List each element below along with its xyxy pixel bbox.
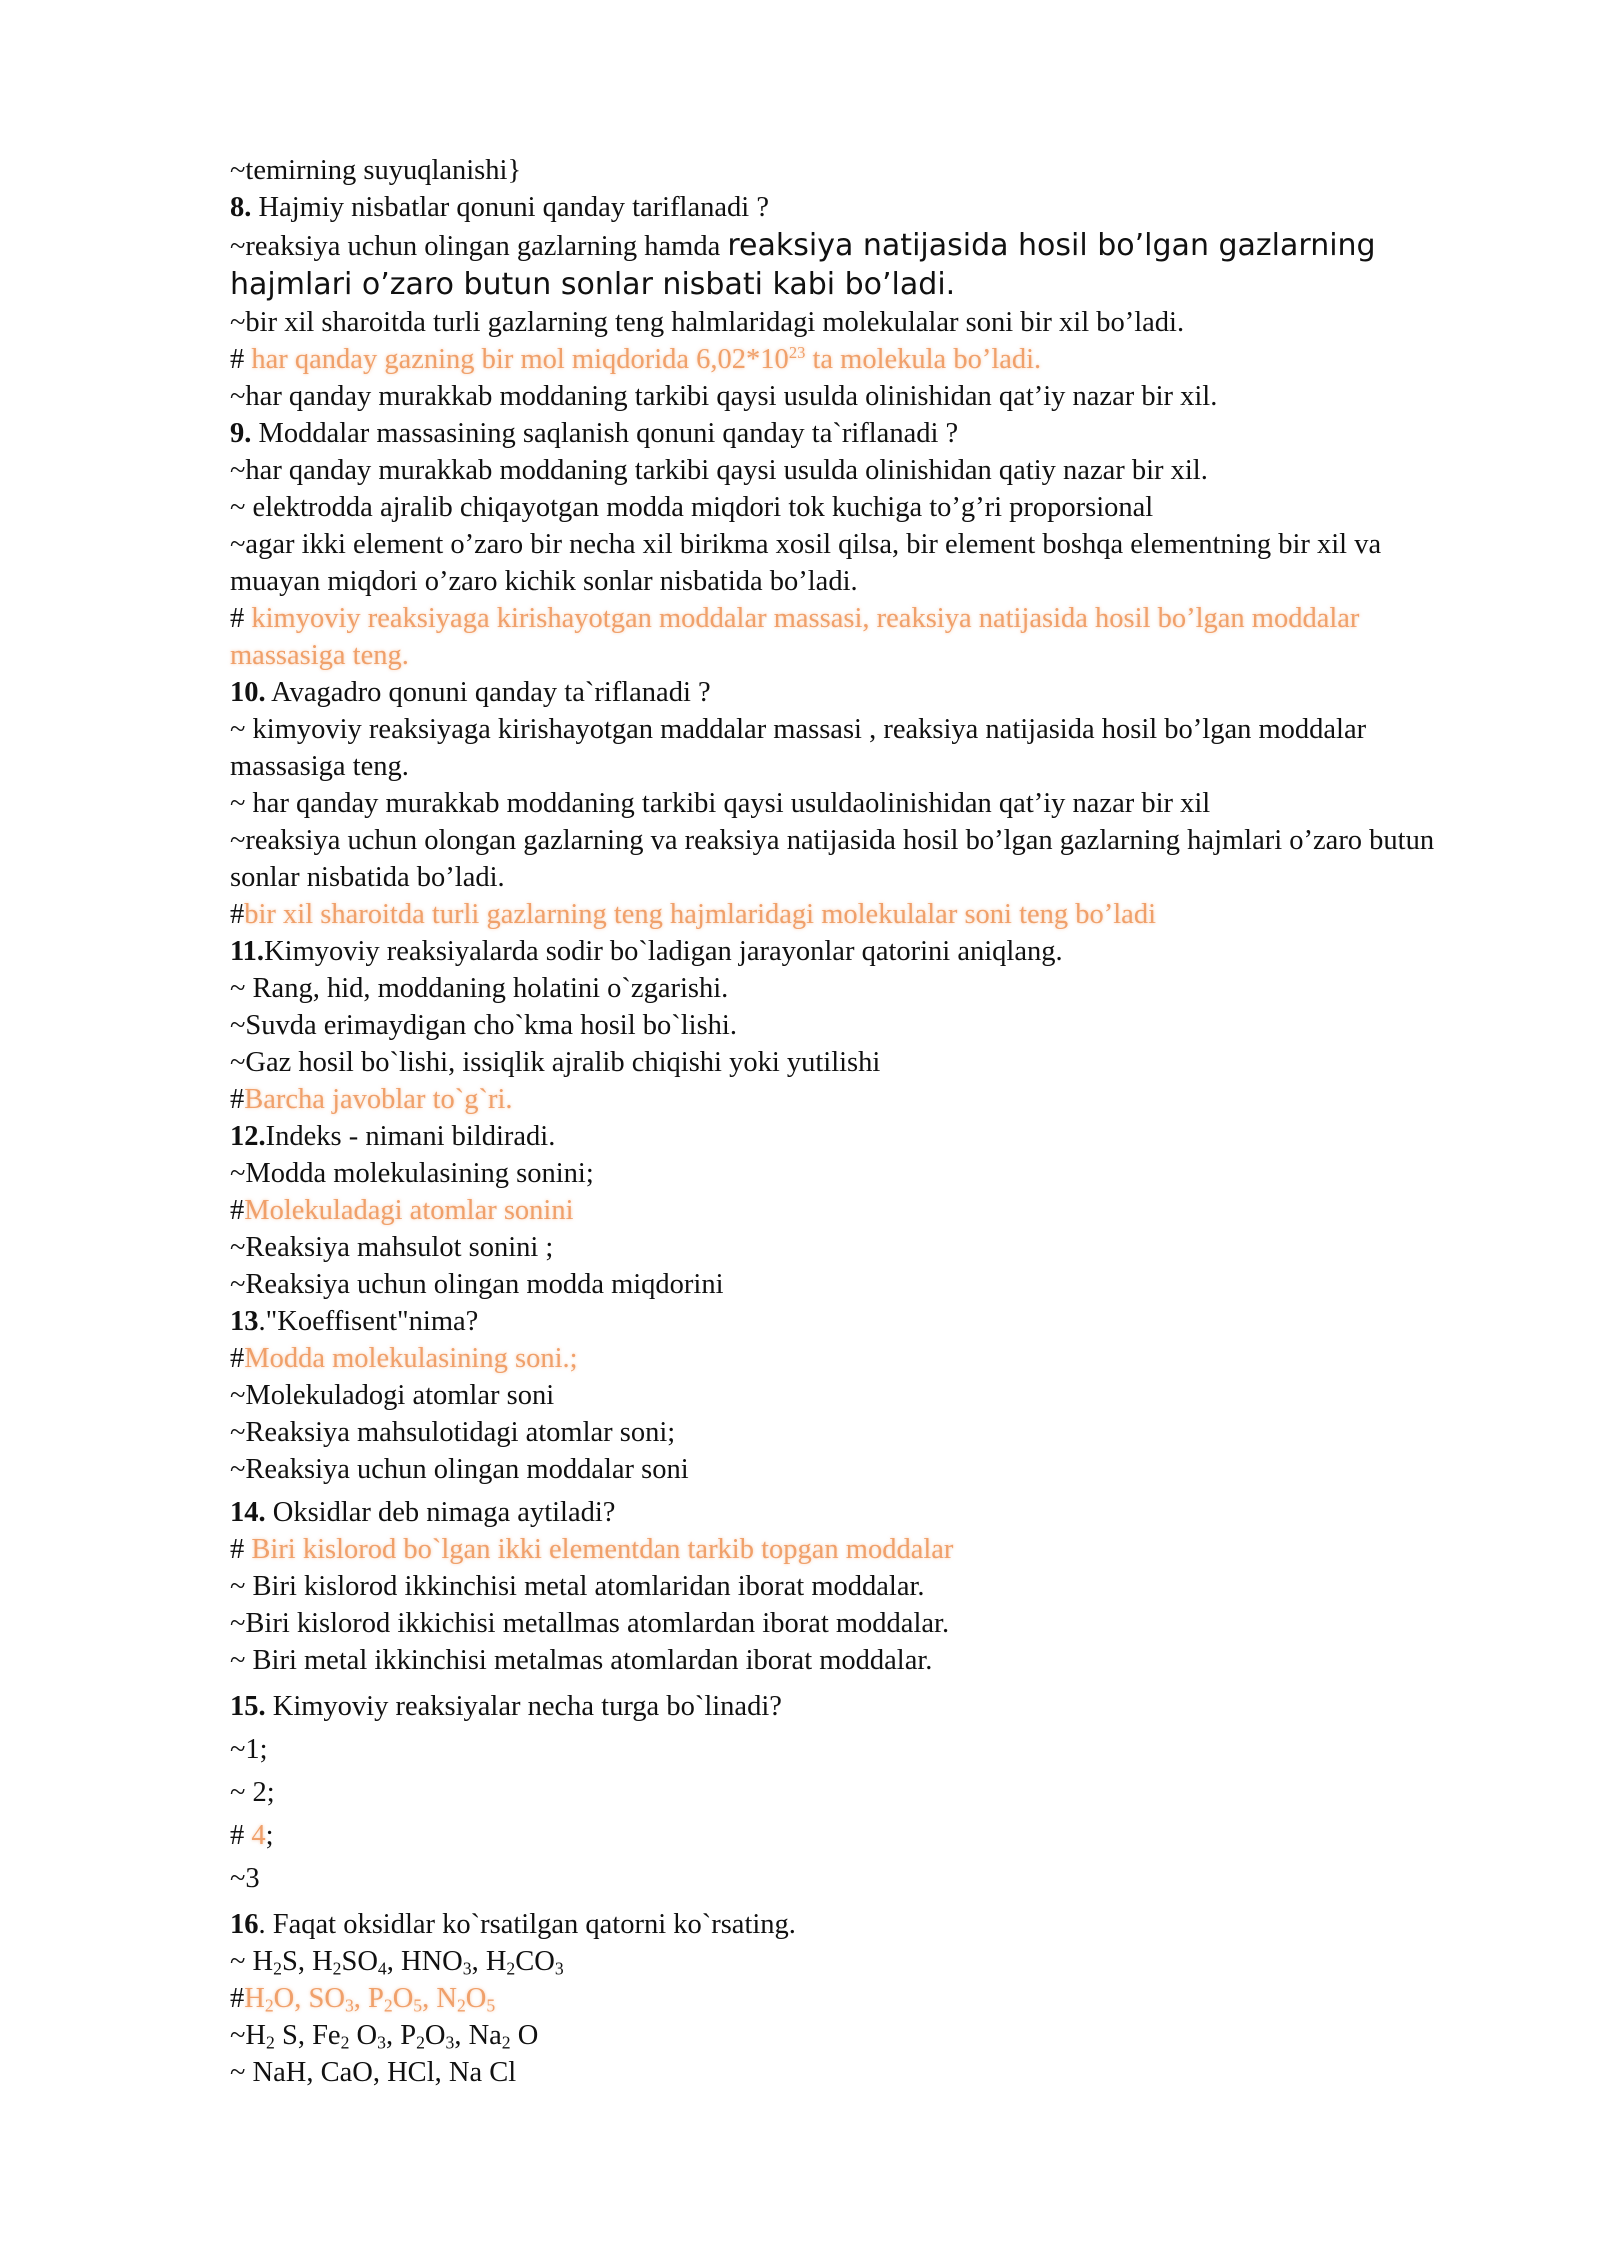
answer-option: ~Reaksiya uchun olingan modda miqdorini [230,1269,724,1300]
question-number: 15. [230,1691,266,1722]
correct-marker: # [230,1534,252,1565]
answer-option: ~Reaksiya mahsulot sonini ; [230,1232,554,1263]
correct-marker: # [230,1343,245,1374]
correct-answer [230,1817,1470,1854]
answer-text: ~reaksiya uchun olingan gazlarning hamda [230,231,728,262]
correct-marker: # [230,899,245,930]
correct-marker: # [230,603,252,634]
question-number: 12. [230,1121,266,1152]
correct-answer: $\#H_2O$, $SO_3$, $P_2O_5$, $N_2O_5$ [230,1983,496,2016]
answer-option: ~Molekuladogi atomlar soni [230,1380,555,1411]
answer-option: ~ $H_2S$, $H_2SO_4$, $HNO_3$, $H_2CO_3$ [230,1946,564,1979]
correct-answer-main: har qanday gazning bir mol miqdorida 6,02*10 [251,344,789,375]
question-text: . Faqat oksidlar ko`rsatilgan qatorni ko`rsating. [258,1909,796,1940]
answer-option: ~agar ikki element o’zaro bir necha xil birikma xosil qilsa, bir element boshqa elementning bir xil va muayan miqdori o’zaro kichik sonlar nisbatida bo’ladi. [230,529,1382,597]
correct-answer-text: Barcha javoblar to`g`ri. [244,1084,513,1115]
exponent: 23 [788,343,806,363]
answer-option: ~ Biri metal ikkinchisi metalmas atomlardan iborat moddalar. [230,1645,933,1676]
question-13 [230,1303,1470,1340]
text-line: ~temirning suyuqlanishi} [230,155,522,186]
correct-marker: # [230,1195,245,1226]
answer-option: ~har qanday murakkab moddaning tarkibi qaysi usulda olinishidan qatiy nazar bir xil. [230,455,1208,486]
question-15 [230,1688,1470,1725]
question-12 [230,1118,1470,1155]
question-text: Avagadro qonuni qanday ta`riflanadi ? [265,677,711,708]
answer-text-continued: reaksiya natijasida hosil bo’lgan gazlarning hajmlari o’zaro butun sonlar nisbati kabi bo’ladi. [230,228,1376,302]
correct-answer-text: bir xil sharoitda turli gazlarning teng hajmlaridagi molekulalar soni teng bo’ladi [244,899,1156,930]
correct-answer-text: Biri kislorod bo`lgan ikki elementdan tarkib topgan moddalar [251,1534,954,1565]
question-14 [230,1494,1470,1531]
answer-option: ~ 2; [230,1777,275,1808]
correct-answer-tail: ; [265,1820,274,1851]
question-text: Oksidlar deb nimaga aytiladi? [265,1497,616,1528]
document-body [230,152,1470,2091]
question-number: 9. [230,418,252,449]
answer-option: ~Gaz hosil bo`lishi, issiqlik ajralib chiqishi yoki yutilishi [230,1047,881,1078]
question-text: Kimyoviy reaksiyalar necha turga bo`linadi? [265,1691,782,1722]
answer-option: $\sim H_2$ S, $Fe_2$ $O_3$, $P_2O_3$, $Na_2$ O [230,2020,539,2053]
question-16 [230,1906,1470,1943]
correct-answer-text: kimyoviy reaksiyaga kirishayotgan moddalar massasi, reaksiya natijasida hosil bo’lgan moddalar massasiga teng. [230,603,1360,671]
correct-marker: # [230,1084,245,1115]
correct-answer [230,896,1470,933]
answer-option: ~3 [230,1863,260,1894]
correct-answer-text [251,344,1041,375]
question-number: 11. [230,936,265,967]
correct-answer [230,341,1470,378]
question-text: Moddalar massasining saqlanish qonuni qanday ta`riflanadi ? [251,418,959,449]
correct-marker: # [230,1820,252,1851]
correct-marker: # [230,344,252,375]
answer-option: ~har qanday murakkab moddaning tarkibi qaysi usulda olinishidan qat’iy nazar bir xil. [230,381,1218,412]
correct-answer [230,1531,1470,1568]
answer-option: ~bir xil sharoitda turli gazlarning teng halmlaridagi molekulalar soni bir xil bo’ladi. [230,307,1185,338]
question-number: 16 [230,1909,259,1940]
question-text: Hajmiy nisbatlar qonuni qanday tariflanadi ? [251,192,769,223]
question-text: Indeks - nimani bildiradi. [265,1121,556,1152]
answer-option: ~ elektrodda ajralib chiqayotgan modda miqdori tok kuchiga to’g’ri proporsional [230,492,1154,523]
answer-option: ~ Rang, hid, moddaning holatini o`zgarishi. [230,973,729,1004]
answer-option: ~Reaksiya uchun olingan moddalar soni [230,1454,689,1485]
answer-option: ~ har qanday murakkab moddaning tarkibi qaysi usuldaolinishidan qat’iy nazar bir xil [230,788,1211,819]
correct-answer [230,600,1470,674]
answer-option: ~ NaH, CaO, HCl, Na Cl [230,2057,517,2088]
correct-answer-text: Molekuladagi atomlar sonini [244,1195,574,1226]
answer-option: ~Suvda erimaydigan cho`kma hosil bo`lishi. [230,1010,737,1041]
question-text: ."Koeffisent"nima? [258,1306,479,1337]
question-number: 8. [230,192,252,223]
question-8 [230,189,1470,226]
correct-answer [230,1192,1470,1229]
question-number: 13 [230,1306,259,1337]
correct-answer [230,1340,1470,1377]
answer-option: ~Reaksiya mahsulotidagi atomlar soni; [230,1417,676,1448]
question-number: 14. [230,1497,266,1528]
question-10 [230,674,1470,711]
answer-option: ~ kimyoviy reaksiyaga kirishayotgan maddalar massasi , reaksiya natijasida hosil bo’lgan moddalar massasiga teng. [230,714,1367,782]
answer-option: ~Biri kislorod ikkichisi metallmas atomlardan iborat moddalar. [230,1608,950,1639]
question-9 [230,415,1470,452]
answer-option: ~1; [230,1734,268,1765]
correct-answer-tail: ta molekula bo’ladi. [805,344,1042,375]
answer-option: ~ Biri kislorod ikkinchisi metal atomlaridan iborat moddalar. [230,1571,925,1602]
question-text: Kimyoviy reaksiyalarda sodir bo`ladigan jarayonlar qatorini aniqlang. [264,936,1063,967]
question-number: 10. [230,677,266,708]
answer-option [230,226,1470,304]
correct-answer-text: 4 [251,1820,266,1851]
correct-answer-text: $H_2O$, $SO_3$, $P_2O_5$, $N_2O_5$ [244,1983,496,2016]
correct-answer-text: Modda molekulasining soni.; [244,1343,578,1374]
answer-option: ~Modda molekulasining sonini; [230,1158,594,1189]
correct-answer [230,1081,1470,1118]
question-11 [230,933,1470,970]
answer-option: ~reaksiya uchun olongan gazlarning va reaksiya natijasida hosil bo’lgan gazlarning hajmlari o’zaro butun sonlar nisbatida bo’ladi. [230,825,1435,893]
